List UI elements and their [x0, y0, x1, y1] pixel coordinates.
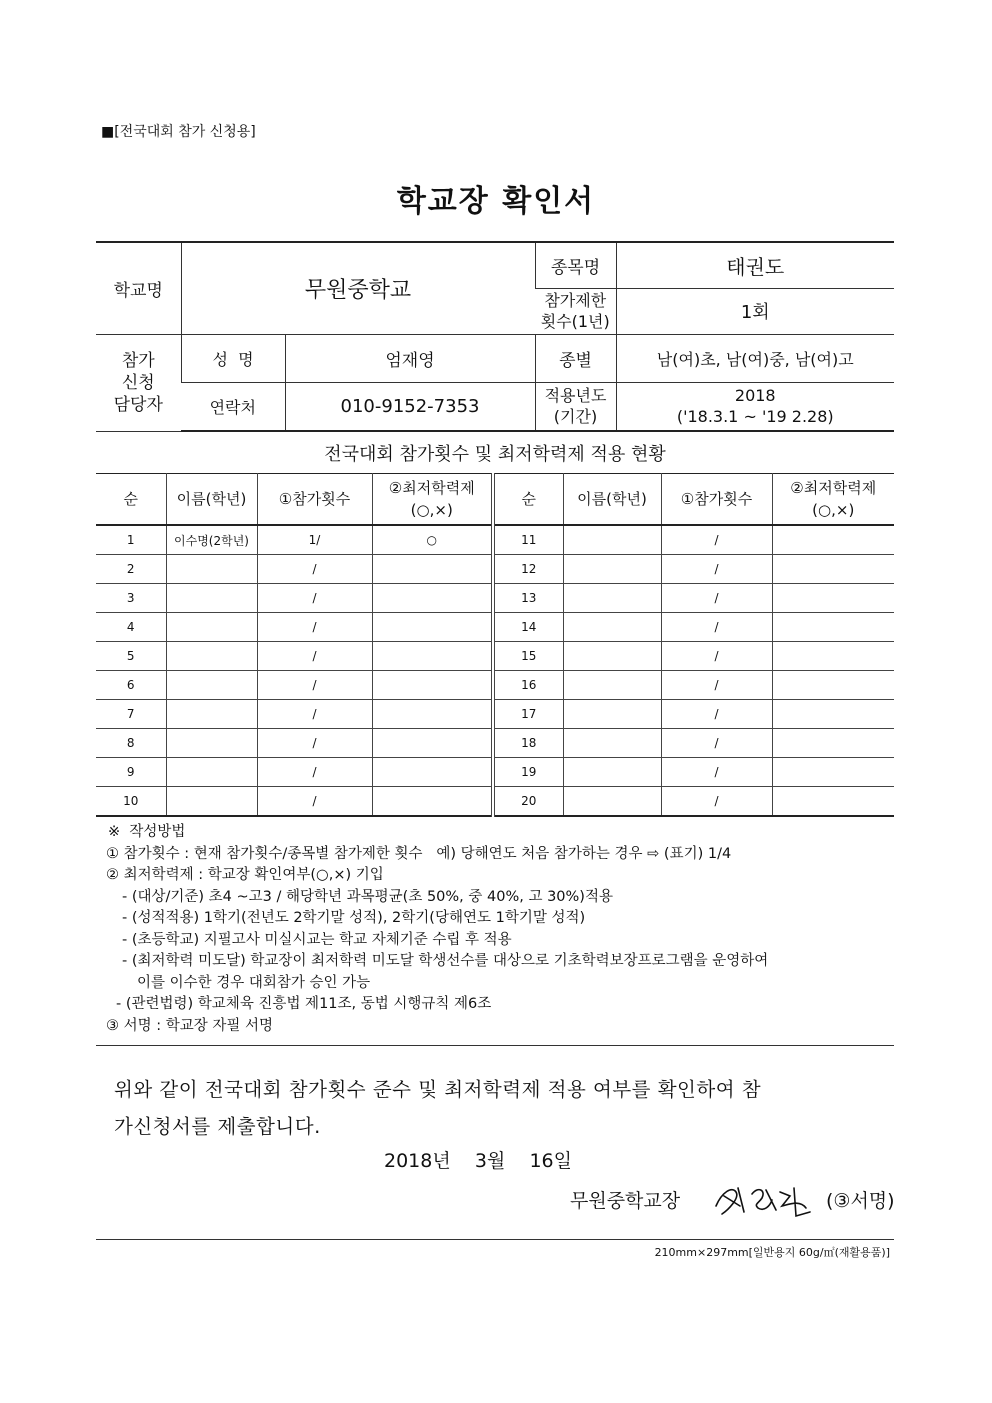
row-count: 1/: [257, 525, 372, 555]
document-title: 학교장 확인서: [396, 184, 596, 219]
applicant-name-value: 엄재영: [285, 334, 535, 382]
col-header-name-right: 이름(학년): [563, 474, 661, 526]
category-value: 남(여)초, 남(여)중, 남(여)고: [616, 334, 894, 382]
event-value: 태권도: [616, 242, 894, 288]
row-count-right: /: [661, 787, 772, 817]
school-name-value: 무원중학교: [181, 242, 535, 334]
applicant-label-line1: 참가: [121, 350, 155, 371]
applicant-label: [96, 334, 181, 431]
row-no-right: 19: [493, 758, 563, 787]
row-min: [372, 584, 493, 613]
row-no-right: 11: [493, 525, 563, 555]
note-below-min-cont: 이를 이수한 경우 대회참가 승인 가능: [137, 974, 371, 991]
row-name: [166, 758, 257, 787]
signature-mark: (③서명): [826, 1190, 895, 1212]
category-label: 종별: [535, 334, 616, 382]
row-name: [166, 787, 257, 817]
row-min: [372, 671, 493, 700]
row-count: /: [257, 613, 372, 642]
row-no: 1: [96, 525, 166, 555]
row-min-right: [772, 555, 894, 584]
apply-year: 2018: [734, 386, 776, 406]
instructions: [108, 822, 898, 1037]
row-name: [166, 613, 257, 642]
table-row: [96, 700, 894, 729]
row-count: /: [257, 671, 372, 700]
row-name-right: [563, 642, 661, 671]
participation-limit-label-line2: 횟수(1년): [540, 312, 610, 331]
row-name-right: [563, 555, 661, 584]
row-min-right: [772, 671, 894, 700]
row-count-right: /: [661, 525, 772, 555]
row-no: 9: [96, 758, 166, 787]
table-row: [96, 729, 894, 758]
row-min: [372, 729, 493, 758]
school-name-label: 학교명: [96, 242, 181, 334]
row-count: /: [257, 787, 372, 817]
row-min: [372, 555, 493, 584]
confirmation-statement-line1: 위와 같이 전국대회 참가횟수 준수 및 최저학력제 적용 여부를 확인하여 참: [114, 1078, 762, 1101]
note-related-law: - (관련법령) 학교체육 진흥법 제11조, 동법 시행규칙 제6조: [116, 996, 492, 1012]
principal-title: 무원중학교장: [570, 1190, 681, 1212]
row-min-right: [772, 642, 894, 671]
note-below-min: - (최저학력 미도달) 학교장이 최저학력 미도달 학생선수를 대상으로 기초학력보장프로그램을 운영하여: [122, 953, 769, 969]
row-min-right: [772, 787, 894, 817]
row-name-right: [563, 613, 661, 642]
note-min-academic: ② 최저학력제 : 학교장 확인여부(○,×) 기입: [106, 867, 384, 883]
row-name-right: [563, 584, 661, 613]
row-count-right: /: [661, 642, 772, 671]
row-no: 6: [96, 671, 166, 700]
footer-rule: [96, 1239, 894, 1240]
row-no-right: 17: [493, 700, 563, 729]
event-label: 종목명: [535, 242, 616, 288]
row-count-right: /: [661, 584, 772, 613]
col-header-min-line1: ②최저학력제: [388, 479, 475, 497]
row-min: [372, 758, 493, 787]
col-header-min-right-line2: (○,×): [812, 501, 855, 519]
row-name-right: [563, 787, 661, 817]
row-no: 7: [96, 700, 166, 729]
notes-heading: ※ 작성방법: [108, 824, 186, 840]
row-name-right: [563, 700, 661, 729]
row-count: /: [257, 700, 372, 729]
apply-period: ('18.3.1 ~ '19 2.28): [676, 407, 834, 427]
col-header-min-right: [772, 474, 894, 526]
row-count: /: [257, 642, 372, 671]
row-count: /: [257, 729, 372, 758]
row-min: ○: [372, 525, 493, 555]
row-count: /: [257, 584, 372, 613]
col-header-min-right-line1: ②최저학력제: [790, 479, 877, 497]
table-row: [96, 758, 894, 787]
submission-date: 2018년 3월 16일: [384, 1150, 572, 1172]
row-min-right: [772, 729, 894, 758]
row-no: 3: [96, 584, 166, 613]
apply-year-value: [616, 382, 894, 431]
participation-limit-label-line1: 참가제한: [544, 291, 607, 310]
table-row: [96, 525, 894, 555]
row-min: [372, 613, 493, 642]
confirmation-statement-line2: 가신청서를 제출합니다.: [114, 1115, 321, 1138]
row-min-right: [772, 613, 894, 642]
applicant-label-line3: 담당자: [113, 394, 163, 415]
col-header-name: 이름(학년): [166, 474, 257, 526]
col-header-no: 순: [96, 474, 166, 526]
row-count-right: /: [661, 758, 772, 787]
col-header-no-right: 순: [493, 474, 563, 526]
row-min: [372, 700, 493, 729]
row-min-right: [772, 584, 894, 613]
row-no: 5: [96, 642, 166, 671]
row-no-right: 12: [493, 555, 563, 584]
participation-table: [96, 473, 894, 817]
row-no-right: 16: [493, 671, 563, 700]
row-count: /: [257, 758, 372, 787]
participation-limit-label: [535, 288, 616, 334]
note-elementary: - (초등학교) 지필고사 미실시교는 학교 자체기준 수립 후 적용: [122, 931, 512, 948]
row-min: [372, 642, 493, 671]
contact-label: 연락처: [181, 382, 285, 431]
row-no-right: 14: [493, 613, 563, 642]
row-name-right: [563, 758, 661, 787]
section-title: 전국대회 참가횟수 및 최저학력제 적용 현황: [324, 444, 666, 465]
row-no-right: 18: [493, 729, 563, 758]
apply-year-label-line1: 적용년도: [544, 386, 607, 406]
apply-year-label-line2: (기간): [553, 407, 598, 427]
row-count: /: [257, 555, 372, 584]
school-info-table: [96, 241, 894, 432]
col-header-count-right: ①참가횟수: [661, 474, 772, 526]
handwritten-signature-icon: [710, 1176, 822, 1222]
row-no-right: 15: [493, 642, 563, 671]
row-no-right: 20: [493, 787, 563, 817]
notes-bottom-rule: [96, 1045, 894, 1046]
row-min-right: [772, 525, 894, 555]
paper-spec: 210mm×297mm[일반용지 60g/㎡(재활용품)]: [654, 1246, 890, 1259]
table-row: [96, 613, 894, 642]
table-row: [96, 671, 894, 700]
participation-limit-value: 1회: [616, 288, 894, 334]
table-row: [96, 787, 894, 817]
applicant-label-line2: 신청: [121, 372, 155, 393]
apply-year-label: [535, 382, 616, 431]
note-grade-application: - (성적적용) 1학기(전년도 2학기말 성적), 2학기(당해연도 1학기말 성적): [122, 910, 586, 926]
table-row: [96, 584, 894, 613]
row-name: 이수명(2학년): [166, 525, 257, 555]
row-name-right: [563, 729, 661, 758]
table-row: [96, 642, 894, 671]
row-name-right: [563, 671, 661, 700]
col-header-min: [372, 474, 493, 526]
contact-value: 010-9152-7353: [285, 382, 535, 431]
row-name-right: [563, 525, 661, 555]
col-header-min-line2: (○,×): [410, 501, 453, 519]
note-signature: ③ 서명 : 학교장 자필 서명: [106, 1017, 273, 1034]
row-no: 10: [96, 787, 166, 817]
row-no: 8: [96, 729, 166, 758]
row-name: [166, 642, 257, 671]
row-count-right: /: [661, 671, 772, 700]
row-no: 4: [96, 613, 166, 642]
row-count-right: /: [661, 613, 772, 642]
row-name: [166, 671, 257, 700]
table-row: [96, 555, 894, 584]
row-name: [166, 729, 257, 758]
row-min: [372, 787, 493, 817]
row-count-right: /: [661, 700, 772, 729]
row-no: 2: [96, 555, 166, 584]
row-count-right: /: [661, 555, 772, 584]
row-min-right: [772, 700, 894, 729]
row-no-right: 13: [493, 584, 563, 613]
row-name: [166, 555, 257, 584]
col-header-count: ①참가횟수: [257, 474, 372, 526]
note-target-criteria: - (대상/기준) 초4 ~고3 / 해당학년 과목평균(초 50%, 중 40%, 고 30%)적용: [122, 888, 613, 905]
applicant-name-label: 성 명: [181, 334, 285, 382]
row-name: [166, 700, 257, 729]
note-participation-count: ① 참가횟수 : 현재 참가횟수/종목별 참가제한 횟수 예) 당해연도 처음 참가하는 경우 ⇨ (표기) 1/4: [106, 845, 732, 862]
row-count-right: /: [661, 729, 772, 758]
row-name: [166, 584, 257, 613]
row-min-right: [772, 758, 894, 787]
form-type-label: ■[전국대회 참가 신청용]: [101, 124, 256, 140]
